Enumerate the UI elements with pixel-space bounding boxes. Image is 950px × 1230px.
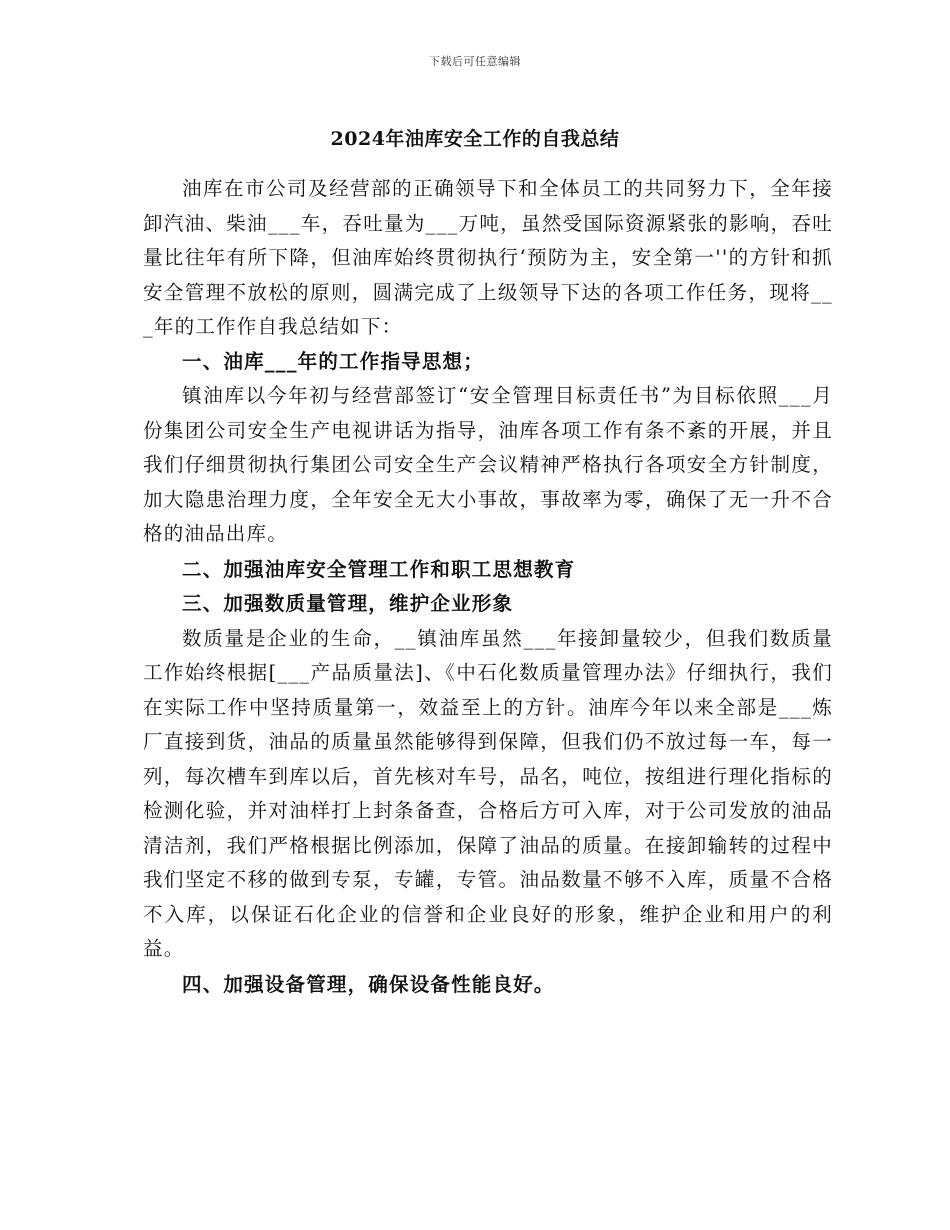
section-1-paragraph: 镇油库以今年初与经营部签订“安全管理目标责任书”为目标依照___月份集团公司安全生产电视讲话为指导，油库各项工作有条不紊的开展，并且我们仔细贯彻执行集团公司安全生产会议精神严格执行各项安全方针制度，加大隐患治理力度，全年安全无大小事故，事故率为零，确保了无一升不合格的油品出库。 bbox=[143, 384, 833, 545]
section-heading-1: 一、油库___年的工作指导思想； bbox=[182, 349, 484, 373]
document-title: 2024年油库安全工作的自我总结 bbox=[330, 128, 620, 150]
section-heading-4: 四、加强设备管理，确保设备性能良好。 bbox=[182, 972, 555, 996]
document-body bbox=[143, 172, 833, 1002]
intro-paragraph: 油库在市公司及经营部的正确领导下和全体员工的共同努力下，全年接卸汽油、柴油___车，吞吐量为___万吨，虽然受国际资源紧张的影响，吞吐量比往年有所下降，但油库始终贯彻执行‘预防为主，安全第一''的方针和抓安全管理不放松的原则，圆满完成了上级领导下达的各项工作任务，现将___年的工作作自我总结如下： bbox=[143, 177, 833, 338]
header-note: 下载后可任意编辑 bbox=[429, 55, 521, 68]
section-3-paragraph: 数质量是企业的生命，__镇油库虽然___年接卸量较少，但我们数质量工作始终根据[___产品质量法]、《中石化数质量管理办法》仔细执行，我们在实际工作中坚持质量第一，效益至上的方针。油库今年以来全部是___炼厂直接到货，油品的质量虽然能够得到保障，但我们仍不放过每一车，每一列，每次槽车到库以后，首先核对车号，品名，吨位，按组进行理化指标的检测化验，并对油样打上封条备查，合格后方可入库，对于公司发放的油品清洁剂，我们严格根据比例添加，保障了油品的质量。在接卸输转的过程中我们坚定不移的做到专泵，专罐，专管。油品数量不够不入库，质量不合格不入库，以保证石化企业的信誉和企业良好的形象，维护企业和用户的利益。 bbox=[143, 626, 833, 960]
section-heading-2: 二、加强油库安全管理工作和职工思想教育 bbox=[182, 557, 576, 581]
section-heading-3: 三、加强数质量管理，维护企业形象 bbox=[182, 592, 514, 615]
